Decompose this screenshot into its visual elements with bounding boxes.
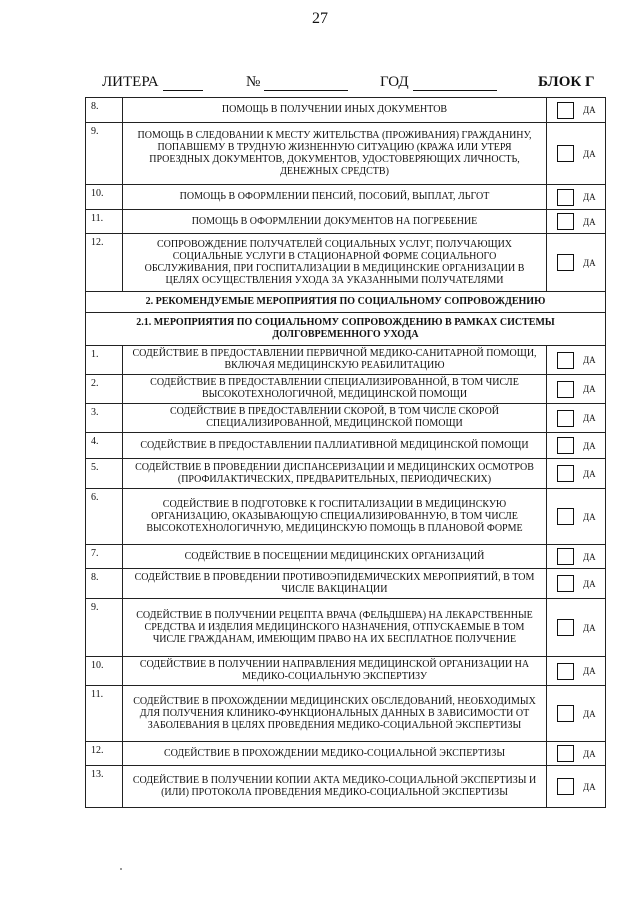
- row-description: ПОМОЩЬ В ПОЛУЧЕНИИ ИНЫХ ДОКУМЕНТОВ: [123, 98, 547, 123]
- table-row: [86, 686, 606, 742]
- row-checkbox-cell: [547, 123, 606, 185]
- number-input[interactable]: [264, 76, 348, 91]
- yes-option: [547, 778, 605, 795]
- yes-checkbox[interactable]: [557, 663, 574, 680]
- number-field: [246, 74, 348, 91]
- row-description: СОДЕЙСТВИЕ В ПОСЕЩЕНИИ МЕДИЦИНСКИХ ОРГАНИЗАЦИЙ: [123, 545, 547, 569]
- table-row: [86, 657, 606, 686]
- table-row: [86, 98, 606, 123]
- table-row: [86, 766, 606, 808]
- yes-checkbox[interactable]: [557, 548, 574, 565]
- yes-label: ДА: [583, 192, 596, 202]
- yes-checkbox[interactable]: [557, 437, 574, 454]
- yes-checkbox[interactable]: [557, 102, 574, 119]
- yes-checkbox[interactable]: [557, 575, 574, 592]
- yes-checkbox[interactable]: [557, 745, 574, 762]
- year-input[interactable]: [413, 76, 497, 91]
- services-table: [85, 97, 606, 808]
- yes-option: [547, 352, 605, 369]
- yes-checkbox[interactable]: [557, 189, 574, 206]
- yes-label: ДА: [583, 551, 596, 562]
- row-description: СОДЕЙСТВИЕ В ПРЕДОСТАВЛЕНИИ ПЕРВИЧНОЙ МЕДИКО-САНИТАРНОЙ ПОМОЩИ, ВКЛЮЧАЯ МЕДИЦИНСКУЮ РЕАБИЛИТАЦИЮ: [123, 346, 547, 375]
- row-number: 9.: [86, 599, 123, 657]
- bottom-rows: [86, 346, 606, 808]
- row-checkbox-cell: [547, 234, 606, 292]
- yes-option: [547, 381, 605, 398]
- yes-option: [547, 102, 605, 119]
- yes-option: [547, 619, 605, 636]
- table-row: [86, 185, 606, 210]
- yes-checkbox[interactable]: [557, 508, 574, 525]
- yes-checkbox[interactable]: [557, 145, 574, 162]
- yes-option: [547, 437, 605, 454]
- block-label: БЛОК Г: [538, 74, 595, 90]
- row-number: 4.: [86, 433, 123, 459]
- yes-label: ДА: [583, 781, 596, 792]
- table-row: [86, 210, 606, 234]
- yes-checkbox[interactable]: [557, 705, 574, 722]
- row-description: СОДЕЙСТВИЕ В ПРЕДОСТАВЛЕНИИ СПЕЦИАЛИЗИРОВАННОЙ, В ТОМ ЧИСЛЕ ВЫСОКОТЕХНОЛОГИЧНОЙ, МЕДИЦИНСКОЙ ПОМОЩИ: [123, 375, 547, 404]
- yes-label: ДА: [583, 440, 596, 451]
- scan-speck: [120, 868, 122, 870]
- yes-option: [547, 189, 605, 206]
- yes-label: ДА: [583, 355, 596, 365]
- yes-label: ДА: [583, 216, 596, 227]
- yes-checkbox[interactable]: [557, 381, 574, 398]
- yes-checkbox[interactable]: [557, 213, 574, 230]
- row-number: 2.: [86, 375, 123, 404]
- row-number: 8.: [86, 98, 123, 123]
- row-checkbox-cell: [547, 459, 606, 489]
- number-label: №: [246, 74, 261, 90]
- row-checkbox-cell: [547, 375, 606, 404]
- yes-checkbox[interactable]: [557, 254, 574, 271]
- yes-label: ДА: [583, 666, 596, 676]
- yes-label: ДА: [583, 468, 596, 479]
- row-number: 10.: [86, 185, 123, 210]
- row-number: 1.: [86, 346, 123, 375]
- table-row: [86, 404, 606, 433]
- form-header: [102, 74, 602, 94]
- row-checkbox-cell: [547, 599, 606, 657]
- page-number: 27: [312, 10, 328, 27]
- row-description: СОДЕЙСТВИЕ В ПРЕДОСТАВЛЕНИИ ПАЛЛИАТИВНОЙ МЕДИЦИНСКОЙ ПОМОЩИ: [123, 433, 547, 459]
- row-number: 11.: [86, 210, 123, 234]
- row-checkbox-cell: [547, 489, 606, 545]
- row-description: ПОМОЩЬ В ОФОРМЛЕНИИ ДОКУМЕНТОВ НА ПОГРЕБЕНИЕ: [123, 210, 547, 234]
- row-description: СОДЕЙСТВИЕ В ПОЛУЧЕНИИ РЕЦЕПТА ВРАЧА (ФЕЛЬДШЕРА) НА ЛЕКАРСТВЕННЫЕ СРЕДСТВА И ИЗДЕЛИЯ МЕДИЦИНСКОГО НАЗНАЧЕНИЯ, ОТПУСКАЕМЫЕ В ТОМ ЧИСЛЕ ГРАЖДАНАМ, ИМЕЮЩИМ ПРАВО НА ИХ БЕСПЛАТНОЕ ПОЛУЧЕНИЕ: [123, 599, 547, 657]
- table-row: [86, 545, 606, 569]
- row-number: 10.: [86, 657, 123, 686]
- row-number: 6.: [86, 489, 123, 545]
- row-number: 5.: [86, 459, 123, 489]
- year-field: [380, 74, 497, 91]
- row-checkbox-cell: [547, 742, 606, 766]
- table-row: [86, 742, 606, 766]
- top-rows: [86, 98, 606, 292]
- section-headers: [86, 292, 606, 346]
- yes-label: ДА: [583, 622, 596, 633]
- row-description: ПОМОЩЬ В СЛЕДОВАНИИ К МЕСТУ ЖИТЕЛЬСТВА (ПРОЖИВАНИЯ) ГРАЖДАНИНУ, ПОПАВШЕМУ В ТРУДНУЮ ЖИЗНЕННУЮ СИТУАЦИЮ (КРАЖА ИЛИ УТЕРЯ ПРОЕЗДНЫХ ДОКУМЕНТОВ, ДОКУМЕНТОВ, УДОСТОВЕРЯЮЩИХ ЛИЧНОСТЬ, ДЕНЕЖНЫХ СРЕДСТВ): [123, 123, 547, 185]
- row-checkbox-cell: [547, 686, 606, 742]
- row-number: 8.: [86, 569, 123, 599]
- yes-option: [547, 465, 605, 482]
- yes-label: ДА: [583, 708, 596, 719]
- yes-label: ДА: [583, 384, 596, 394]
- row-checkbox-cell: [547, 657, 606, 686]
- row-checkbox-cell: [547, 404, 606, 433]
- row-number: 9.: [86, 123, 123, 185]
- row-description: СОПРОВОЖДЕНИЕ ПОЛУЧАТЕЛЕЙ СОЦИАЛЬНЫХ УСЛУГ, ПОЛУЧАЮЩИХ СОЦИАЛЬНЫЕ УСЛУГИ В СТАЦИОНАРНОЙ ФОРМЕ СОЦИАЛЬНОГО ОБСЛУЖИВАНИЯ, ПРИ ГОСПИТАЛИЗАЦИИ В МЕДИЦИНСКИЕ ОРГАНИЗАЦИИ В ЦЕЛЯХ ОСУЩЕСТВЛЕНИЯ УХОДА ЗА УКАЗАННЫМИ ПОЛУЧАТЕЛЯМИ: [123, 234, 547, 292]
- yes-label: ДА: [583, 105, 596, 115]
- yes-checkbox[interactable]: [557, 619, 574, 636]
- row-description: СОДЕЙСТВИЕ В ПРЕДОСТАВЛЕНИИ СКОРОЙ, В ТОМ ЧИСЛЕ СКОРОЙ СПЕЦИАЛИЗИРОВАННОЙ, МЕДИЦИНСКОЙ ПОМОЩИ: [123, 404, 547, 433]
- yes-label: ДА: [583, 148, 596, 159]
- row-description: СОДЕЙСТВИЕ В ПРОХОЖДЕНИИ МЕДИЦИНСКИХ ОБСЛЕДОВАНИЙ, НЕОБХОДИМЫХ ДЛЯ ПОЛУЧЕНИЯ КЛИНИКО-ФУНКЦИОНАЛЬНЫХ ДАННЫХ В ЗАВИСИМОСТИ ОТ ЗАБОЛЕВАНИЯ В ЦЕЛЯХ ПРОВЕДЕНИЯ МЕДИКО-СОЦИАЛЬНОЙ ЭКСПЕРТИЗЫ: [123, 686, 547, 742]
- yes-checkbox[interactable]: [557, 352, 574, 369]
- yes-checkbox[interactable]: [557, 410, 574, 427]
- table-row: [86, 433, 606, 459]
- row-number: 3.: [86, 404, 123, 433]
- yes-option: [547, 745, 605, 762]
- yes-option: [547, 145, 605, 162]
- row-checkbox-cell: [547, 210, 606, 234]
- table-row: [86, 375, 606, 404]
- yes-option: [547, 575, 605, 592]
- table-row: [86, 346, 606, 375]
- yes-label: ДА: [583, 578, 596, 589]
- row-checkbox-cell: [547, 185, 606, 210]
- yes-option: [547, 548, 605, 565]
- section-2-row: [86, 292, 606, 313]
- row-number: 12.: [86, 234, 123, 292]
- yes-option: [547, 410, 605, 427]
- litera-field: [102, 74, 203, 91]
- row-description: ПОМОЩЬ В ОФОРМЛЕНИИ ПЕНСИЙ, ПОСОБИЙ, ВЫПЛАТ, ЛЬГОТ: [123, 185, 547, 210]
- row-description: СОДЕЙСТВИЕ В ПОДГОТОВКЕ К ГОСПИТАЛИЗАЦИИ В МЕДИЦИНСКУЮ ОРГАНИЗАЦИЮ, ОКАЗЫВАЮЩУЮ СПЕЦИАЛИЗИРОВАННУЮ, В ТОМ ЧИСЛЕ ВЫСОКОТЕХНОЛОГИЧНУЮ, МЕДИЦИНСКУЮ ПОМОЩЬ В ПЛАНОВОЙ ФОРМЕ: [123, 489, 547, 545]
- yes-checkbox[interactable]: [557, 778, 574, 795]
- table-row: [86, 489, 606, 545]
- table-row: [86, 569, 606, 599]
- row-description: СОДЕЙСТВИЕ В ПРОХОЖДЕНИИ МЕДИКО-СОЦИАЛЬНОЙ ЭКСПЕРТИЗЫ: [123, 742, 547, 766]
- litera-input[interactable]: [163, 76, 203, 91]
- row-checkbox-cell: [547, 346, 606, 375]
- yes-option: [547, 663, 605, 680]
- row-checkbox-cell: [547, 98, 606, 123]
- yes-label: ДА: [583, 511, 596, 522]
- yes-option: [547, 254, 605, 271]
- yes-checkbox[interactable]: [557, 465, 574, 482]
- yes-option: [547, 213, 605, 230]
- row-description: СОДЕЙСТВИЕ В ПОЛУЧЕНИИ КОПИИ АКТА МЕДИКО-СОЦИАЛЬНОЙ ЭКСПЕРТИЗЫ И (ИЛИ) ПРОТОКОЛА ПРОВЕДЕНИЯ МЕДИКО-СОЦИАЛЬНОЙ ЭКСПЕРТИЗЫ: [123, 766, 547, 808]
- row-checkbox-cell: [547, 569, 606, 599]
- row-number: 12.: [86, 742, 123, 766]
- year-label: ГОД: [380, 74, 409, 90]
- row-checkbox-cell: [547, 766, 606, 808]
- yes-label: ДА: [583, 413, 596, 423]
- row-number: 7.: [86, 545, 123, 569]
- section-2-1-row: [86, 313, 606, 346]
- table-row: [86, 234, 606, 292]
- yes-label: ДА: [583, 257, 596, 268]
- yes-option: [547, 705, 605, 722]
- table-row: [86, 123, 606, 185]
- row-description: СОДЕЙСТВИЕ В ПОЛУЧЕНИИ НАПРАВЛЕНИЯ МЕДИЦИНСКОЙ ОРГАНИЗАЦИИ НА МЕДИКО-СОЦИАЛЬНУЮ ЭКСПЕРТИЗУ: [123, 657, 547, 686]
- table-row: [86, 599, 606, 657]
- section-2-title: 2. РЕКОМЕНДУЕМЫЕ МЕРОПРИЯТИЯ ПО СОЦИАЛЬНОМУ СОПРОВОЖДЕНИЮ: [86, 292, 606, 313]
- table-row: [86, 459, 606, 489]
- row-number: 11.: [86, 686, 123, 742]
- row-checkbox-cell: [547, 545, 606, 569]
- litera-label: ЛИТЕРА: [102, 74, 159, 90]
- row-description: СОДЕЙСТВИЕ В ПРОВЕДЕНИИ ДИСПАНСЕРИЗАЦИИ И МЕДИЦИНСКИХ ОСМОТРОВ (ПРОФИЛАКТИЧЕСКИХ, ПРЕДВАРИТЕЛЬНЫХ, ПЕРИОДИЧЕСКИХ): [123, 459, 547, 489]
- yes-option: [547, 508, 605, 525]
- row-description: СОДЕЙСТВИЕ В ПРОВЕДЕНИИ ПРОТИВОЭПИДЕМИЧЕСКИХ МЕРОПРИЯТИЙ, В ТОМ ЧИСЛЕ ВАКЦИНАЦИИ: [123, 569, 547, 599]
- row-number: 13.: [86, 766, 123, 808]
- section-2-1-title: 2.1. МЕРОПРИЯТИЯ ПО СОЦИАЛЬНОМУ СОПРОВОЖДЕНИЮ В РАМКАХ СИСТЕМЫ ДОЛГОВРЕМЕННОГО УХОДА: [86, 313, 606, 346]
- yes-label: ДА: [583, 748, 596, 759]
- row-checkbox-cell: [547, 433, 606, 459]
